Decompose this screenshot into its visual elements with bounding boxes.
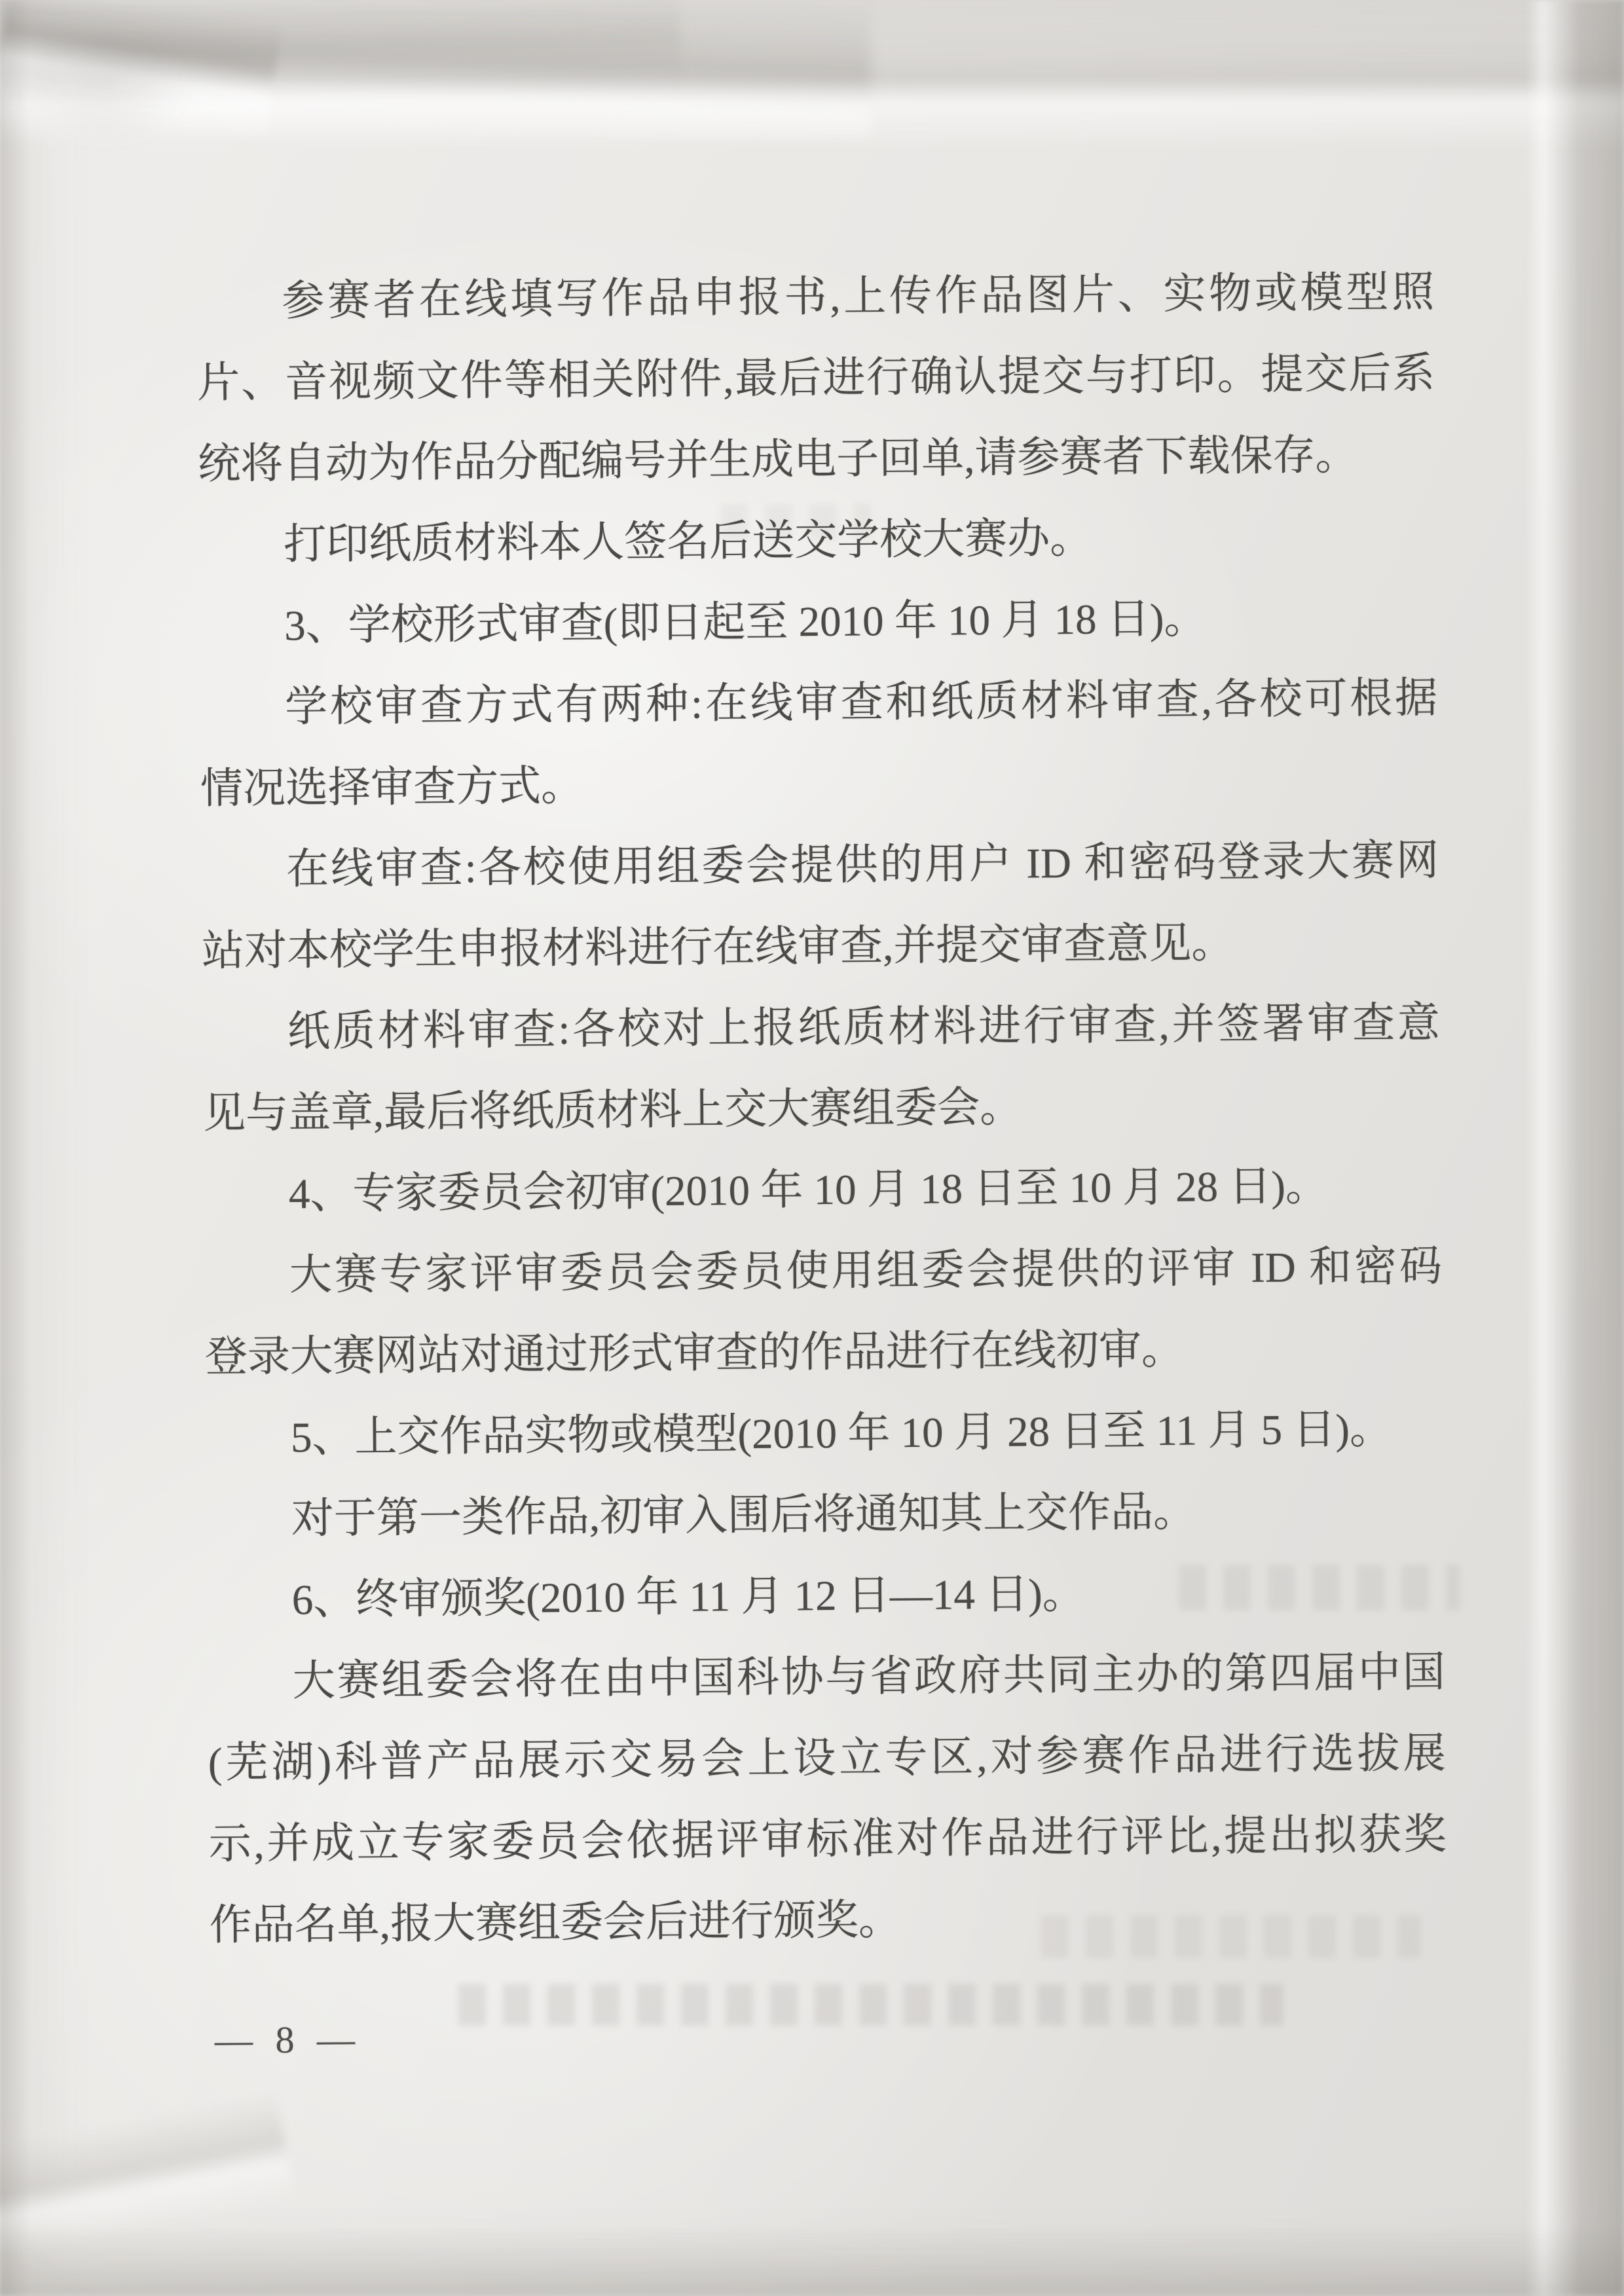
paragraph-line: 大赛专家评审委员会委员使用组委会提供的评审 ID 和密码 xyxy=(289,1243,1443,1300)
paragraph-line: 统将自动为作品分配编号并生成电子回单,请参赛者下载保存。 xyxy=(197,431,1358,488)
paper-fold-crease-right xyxy=(0,0,871,137)
bleed-through-text xyxy=(458,1984,1283,2026)
section-heading-submit-model: 5、上交作品实物或模型(2010 年 10 月 28 日至 11 月 5 日)。 xyxy=(290,1406,1393,1462)
paragraph-line: 打印纸质材料本人签名后送交学校大赛办。 xyxy=(283,515,1093,569)
section-heading-final-award: 6、终审颁奖(2010 年 11 月 12 日—14 日)。 xyxy=(291,1570,1086,1624)
paragraph-line: 在线审查:各校使用组委会提供的用户 ID 和密码登录大赛网 xyxy=(286,837,1439,894)
paragraph-line: 大赛组委会将在由中国科协与省政府共同主办的第四届中国 xyxy=(292,1649,1446,1705)
page-number: — 8 — xyxy=(214,2018,362,2062)
paper-smudge xyxy=(0,0,210,170)
paragraph-line: 片、音视频文件等相关附件,最后进行确认提交与打印。提交后系 xyxy=(196,350,1435,407)
paragraph-line: 对于第一类作品,初审入围后将通知其上交作品。 xyxy=(291,1488,1196,1543)
paragraph-line: 情况选择审查方式。 xyxy=(200,762,584,813)
paper-bottomleft-crease xyxy=(0,2091,296,2263)
paragraph-line: 作品名单,报大赛组委会后进行颁奖。 xyxy=(209,1897,902,1950)
paper-left-edge-shadow xyxy=(0,0,29,2296)
paragraph-line: 见与盖章,最后将纸质材料上交大赛组委会。 xyxy=(202,1084,1023,1138)
paragraph-line: 登录大赛网站对通过形式审查的作品进行在线初审。 xyxy=(204,1326,1185,1381)
section-heading-school-review: 3、学校形式审查(即日起至 2010 年 10 月 18 日)。 xyxy=(284,595,1207,650)
paper-right-edge-shadow xyxy=(1526,0,1624,2296)
paper-bottom-edge-shadow xyxy=(0,2224,1624,2296)
paragraph-line: (芜湖)科普产品展示交易会上设立专区,对参赛作品进行选拔展 xyxy=(208,1730,1447,1787)
paper-midright-crease xyxy=(0,0,283,145)
paragraph-line: 纸质材料审查:各校对上报纸质材料进行审查,并签署审查意 xyxy=(287,999,1441,1056)
document-body xyxy=(196,252,1447,1967)
section-heading-expert-review: 4、专家委员会初审(2010 年 10 月 18 日至 10 月 28 日)。 xyxy=(288,1162,1329,1218)
paragraph-line: 学校审查方式有两种:在线审查和纸质材料审查,各校可根据 xyxy=(284,674,1438,731)
paragraph-line: 参赛者在线填写作品申报书,上传作品图片、实物或模型照 xyxy=(282,268,1435,325)
paragraph-line: 站对本校学生申报材料进行在线审查,并提交审查意见。 xyxy=(201,920,1234,975)
paper-fold-crease xyxy=(0,0,1624,151)
paper-topright-crease xyxy=(0,0,682,111)
paragraph-line: 示,并成立专家委员会依据评审标准对作品进行评比,提出拟获奖 xyxy=(208,1811,1447,1868)
